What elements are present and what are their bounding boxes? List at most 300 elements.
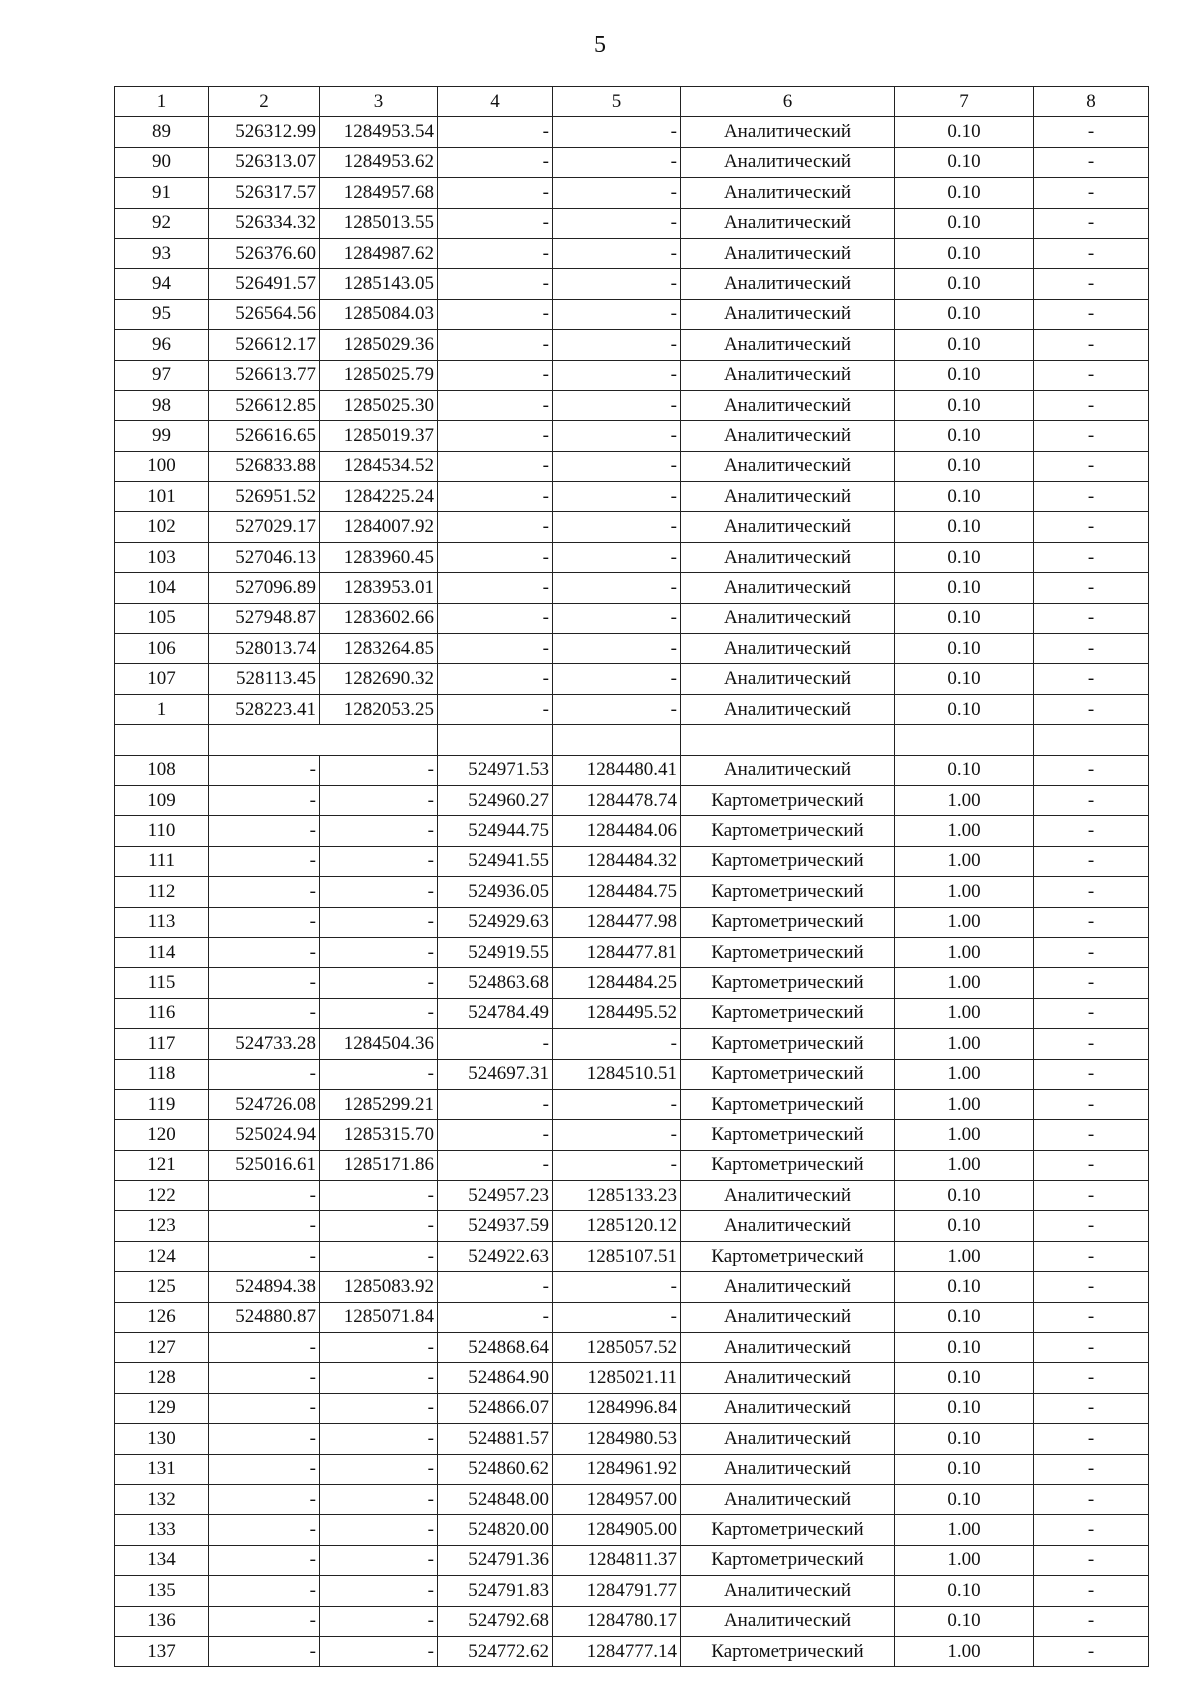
note-cell: - — [1034, 1272, 1149, 1302]
y-new-cell: 1284477.98 — [553, 907, 681, 937]
accuracy-cell: 0.10 — [895, 1484, 1034, 1514]
method-cell: Аналитический — [681, 573, 895, 603]
note-cell: - — [1034, 451, 1149, 481]
x-new-cell: - — [438, 512, 553, 542]
y-coordinate-cell: 1283264.85 — [320, 634, 438, 664]
point-number-cell: 135 — [115, 1576, 209, 1606]
method-cell: Аналитический — [681, 1484, 895, 1514]
y-new-cell: - — [553, 208, 681, 238]
x-new-cell: - — [438, 117, 553, 147]
empty-cell — [553, 725, 681, 755]
y-new-cell: 1284477.81 — [553, 937, 681, 967]
point-number-cell: 109 — [115, 785, 209, 815]
note-cell: - — [1034, 299, 1149, 329]
method-cell: Аналитический — [681, 1454, 895, 1484]
x-coordinate-cell: 527096.89 — [209, 573, 320, 603]
x-new-cell: 524919.55 — [438, 937, 553, 967]
x-coordinate-cell: 526313.07 — [209, 147, 320, 177]
method-cell: Аналитический — [681, 634, 895, 664]
method-cell: Аналитический — [681, 694, 895, 724]
table-row — [115, 755, 1149, 785]
table-row — [115, 634, 1149, 664]
accuracy-cell: 0.10 — [895, 208, 1034, 238]
x-new-cell: 524936.05 — [438, 877, 553, 907]
x-coordinate-cell: 526334.32 — [209, 208, 320, 238]
y-coordinate-cell: 1285013.55 — [320, 208, 438, 238]
accuracy-cell: 0.10 — [895, 634, 1034, 664]
note-cell: - — [1034, 421, 1149, 451]
table-row — [115, 603, 1149, 633]
table-row — [115, 664, 1149, 694]
table-row — [115, 785, 1149, 815]
y-new-cell: 1284811.37 — [553, 1545, 681, 1575]
empty-cell — [681, 725, 895, 755]
x-coordinate-cell: 527046.13 — [209, 542, 320, 572]
table-row — [115, 1181, 1149, 1211]
x-new-cell: - — [438, 482, 553, 512]
point-number-cell: 96 — [115, 330, 209, 360]
point-number-cell: 123 — [115, 1211, 209, 1241]
x-coordinate-cell: - — [209, 785, 320, 815]
y-new-cell: 1284480.41 — [553, 755, 681, 785]
x-new-cell: 524941.55 — [438, 846, 553, 876]
x-new-cell: 524792.68 — [438, 1606, 553, 1636]
y-new-cell: - — [553, 664, 681, 694]
note-cell: - — [1034, 877, 1149, 907]
y-coordinate-cell: - — [320, 755, 438, 785]
x-coordinate-cell: 526491.57 — [209, 269, 320, 299]
accuracy-cell: 1.00 — [895, 1089, 1034, 1119]
method-cell: Картометрический — [681, 1089, 895, 1119]
note-cell: - — [1034, 1636, 1149, 1666]
table-row — [115, 299, 1149, 329]
method-cell: Аналитический — [681, 603, 895, 633]
accuracy-cell: 1.00 — [895, 1120, 1034, 1150]
x-coordinate-cell: - — [209, 1059, 320, 1089]
accuracy-cell: 1.00 — [895, 1515, 1034, 1545]
y-coordinate-cell: - — [320, 1636, 438, 1666]
point-number-cell: 124 — [115, 1241, 209, 1271]
y-new-cell: - — [553, 117, 681, 147]
x-coordinate-cell: 526376.60 — [209, 238, 320, 268]
table-row — [115, 512, 1149, 542]
note-cell: - — [1034, 1059, 1149, 1089]
accuracy-cell: 0.10 — [895, 390, 1034, 420]
method-cell: Аналитический — [681, 512, 895, 542]
y-new-cell: 1284484.32 — [553, 846, 681, 876]
accuracy-cell: 0.10 — [895, 1363, 1034, 1393]
y-new-cell: 1284484.25 — [553, 968, 681, 998]
accuracy-cell: 0.10 — [895, 421, 1034, 451]
x-coordinate-cell: 524880.87 — [209, 1302, 320, 1332]
note-cell: - — [1034, 1211, 1149, 1241]
x-coordinate-cell: - — [209, 1241, 320, 1271]
x-coordinate-cell: 526833.88 — [209, 451, 320, 481]
y-coordinate-cell: 1284534.52 — [320, 451, 438, 481]
x-coordinate-cell: - — [209, 998, 320, 1028]
y-coordinate-cell: 1284987.62 — [320, 238, 438, 268]
x-new-cell: 524944.75 — [438, 816, 553, 846]
point-number-cell: 128 — [115, 1363, 209, 1393]
method-cell: Аналитический — [681, 1363, 895, 1393]
note-cell: - — [1034, 360, 1149, 390]
point-number-cell: 107 — [115, 664, 209, 694]
accuracy-cell: 0.10 — [895, 1576, 1034, 1606]
accuracy-cell: 0.10 — [895, 117, 1034, 147]
y-new-cell: - — [553, 178, 681, 208]
table-row — [115, 1120, 1149, 1150]
page-number: 5 — [594, 32, 606, 58]
accuracy-cell: 0.10 — [895, 360, 1034, 390]
accuracy-cell: 0.10 — [895, 1302, 1034, 1332]
accuracy-cell: 1.00 — [895, 1545, 1034, 1575]
empty-cell — [895, 725, 1034, 755]
table-row — [115, 330, 1149, 360]
y-coordinate-cell: - — [320, 1363, 438, 1393]
x-coordinate-cell: - — [209, 1515, 320, 1545]
table-row — [115, 968, 1149, 998]
x-coordinate-cell: - — [209, 907, 320, 937]
y-new-cell: 1284495.52 — [553, 998, 681, 1028]
y-coordinate-cell: 1284007.92 — [320, 512, 438, 542]
note-cell: - — [1034, 330, 1149, 360]
empty-cell — [438, 725, 553, 755]
note-cell: - — [1034, 1454, 1149, 1484]
point-number-cell: 90 — [115, 147, 209, 177]
note-cell: - — [1034, 937, 1149, 967]
accuracy-cell: 1.00 — [895, 1150, 1034, 1180]
x-coordinate-cell: 528013.74 — [209, 634, 320, 664]
empty-cell — [209, 725, 438, 755]
empty-cell — [115, 725, 209, 755]
point-number-cell: 132 — [115, 1484, 209, 1514]
point-number-cell: 98 — [115, 390, 209, 420]
y-coordinate-cell: - — [320, 1211, 438, 1241]
method-cell: Аналитический — [681, 1272, 895, 1302]
table-row — [115, 482, 1149, 512]
method-cell: Аналитический — [681, 1181, 895, 1211]
y-new-cell: - — [553, 1029, 681, 1059]
accuracy-cell: 0.10 — [895, 1606, 1034, 1636]
x-coordinate-cell: 524733.28 — [209, 1029, 320, 1059]
table-row — [115, 1576, 1149, 1606]
point-number-cell: 100 — [115, 451, 209, 481]
method-cell: Аналитический — [681, 390, 895, 420]
y-new-cell: - — [553, 512, 681, 542]
accuracy-cell: 1.00 — [895, 998, 1034, 1028]
table-row — [115, 694, 1149, 724]
y-new-cell: - — [553, 1302, 681, 1332]
note-cell: - — [1034, 1089, 1149, 1119]
y-new-cell: 1284484.06 — [553, 816, 681, 846]
method-cell: Аналитический — [681, 117, 895, 147]
note-cell: - — [1034, 1515, 1149, 1545]
y-coordinate-cell: - — [320, 1454, 438, 1484]
x-new-cell: - — [438, 1120, 553, 1150]
x-new-cell: - — [438, 178, 553, 208]
note-cell: - — [1034, 1241, 1149, 1271]
y-coordinate-cell: 1283953.01 — [320, 573, 438, 603]
x-new-cell: 524848.00 — [438, 1484, 553, 1514]
x-new-cell: 524772.62 — [438, 1636, 553, 1666]
table-row — [115, 390, 1149, 420]
method-cell: Картометрический — [681, 1029, 895, 1059]
y-new-cell: - — [553, 299, 681, 329]
method-cell: Аналитический — [681, 1576, 895, 1606]
x-coordinate-cell: 528113.45 — [209, 664, 320, 694]
point-number-cell: 106 — [115, 634, 209, 664]
x-coordinate-cell: 525016.61 — [209, 1150, 320, 1180]
note-cell: - — [1034, 1424, 1149, 1454]
y-new-cell: - — [553, 603, 681, 633]
point-number-cell: 133 — [115, 1515, 209, 1545]
x-new-cell: - — [438, 147, 553, 177]
empty-cell — [1034, 725, 1149, 755]
y-coordinate-cell: 1285071.84 — [320, 1302, 438, 1332]
y-new-cell: - — [553, 1120, 681, 1150]
method-cell: Аналитический — [681, 542, 895, 572]
table-row — [115, 1333, 1149, 1363]
point-number-cell: 113 — [115, 907, 209, 937]
point-number-cell: 97 — [115, 360, 209, 390]
point-number-cell: 125 — [115, 1272, 209, 1302]
note-cell: - — [1034, 907, 1149, 937]
y-coordinate-cell: 1285029.36 — [320, 330, 438, 360]
y-new-cell: - — [553, 421, 681, 451]
column-header: 1 — [115, 87, 209, 117]
table-row — [115, 816, 1149, 846]
y-new-cell: 1284791.77 — [553, 1576, 681, 1606]
point-number-cell: 102 — [115, 512, 209, 542]
accuracy-cell: 1.00 — [895, 1029, 1034, 1059]
x-new-cell: 524866.07 — [438, 1393, 553, 1423]
x-new-cell: - — [438, 1029, 553, 1059]
point-number-cell: 91 — [115, 178, 209, 208]
point-number-cell: 112 — [115, 877, 209, 907]
x-new-cell: 524784.49 — [438, 998, 553, 1028]
accuracy-cell: 0.10 — [895, 755, 1034, 785]
x-coordinate-cell: - — [209, 1211, 320, 1241]
x-new-cell: 524697.31 — [438, 1059, 553, 1089]
point-number-cell: 122 — [115, 1181, 209, 1211]
point-number-cell: 117 — [115, 1029, 209, 1059]
method-cell: Картометрический — [681, 816, 895, 846]
y-coordinate-cell: 1283602.66 — [320, 603, 438, 633]
method-cell: Картометрический — [681, 907, 895, 937]
x-new-cell: - — [438, 208, 553, 238]
method-cell: Аналитический — [681, 208, 895, 238]
note-cell: - — [1034, 390, 1149, 420]
x-new-cell: - — [438, 451, 553, 481]
table-row — [115, 1272, 1149, 1302]
point-number-cell: 94 — [115, 269, 209, 299]
method-cell: Аналитический — [681, 178, 895, 208]
x-coordinate-cell: - — [209, 1636, 320, 1666]
note-cell: - — [1034, 1302, 1149, 1332]
point-number-cell: 121 — [115, 1150, 209, 1180]
y-new-cell: 1284905.00 — [553, 1515, 681, 1545]
y-coordinate-cell: 1285025.30 — [320, 390, 438, 420]
x-new-cell: 524791.36 — [438, 1545, 553, 1575]
y-coordinate-cell: 1285019.37 — [320, 421, 438, 451]
column-header: 3 — [320, 87, 438, 117]
method-cell: Картометрический — [681, 1150, 895, 1180]
x-coordinate-cell: - — [209, 846, 320, 876]
y-coordinate-cell: 1285143.05 — [320, 269, 438, 299]
x-coordinate-cell: 526612.85 — [209, 390, 320, 420]
note-cell: - — [1034, 1576, 1149, 1606]
accuracy-cell: 1.00 — [895, 1241, 1034, 1271]
accuracy-cell: 0.10 — [895, 694, 1034, 724]
y-new-cell: - — [553, 147, 681, 177]
table-row — [115, 937, 1149, 967]
point-number-cell: 115 — [115, 968, 209, 998]
point-number-cell: 89 — [115, 117, 209, 147]
method-cell: Аналитический — [681, 299, 895, 329]
table-row — [115, 907, 1149, 937]
y-coordinate-cell: - — [320, 937, 438, 967]
y-new-cell: 1285107.51 — [553, 1241, 681, 1271]
column-header: 8 — [1034, 87, 1149, 117]
x-coordinate-cell: 526612.17 — [209, 330, 320, 360]
point-number-cell: 1 — [115, 694, 209, 724]
accuracy-cell: 1.00 — [895, 877, 1034, 907]
y-new-cell: 1284961.92 — [553, 1454, 681, 1484]
accuracy-cell: 0.10 — [895, 1393, 1034, 1423]
y-coordinate-cell: - — [320, 1576, 438, 1606]
x-coordinate-cell: - — [209, 1545, 320, 1575]
method-cell: Аналитический — [681, 451, 895, 481]
column-header: 7 — [895, 87, 1034, 117]
y-new-cell: 1284478.74 — [553, 785, 681, 815]
x-new-cell: - — [438, 664, 553, 694]
y-coordinate-cell: - — [320, 1515, 438, 1545]
note-cell: - — [1034, 603, 1149, 633]
point-number-cell: 131 — [115, 1454, 209, 1484]
x-coordinate-cell: 525024.94 — [209, 1120, 320, 1150]
note-cell: - — [1034, 482, 1149, 512]
table-row — [115, 1393, 1149, 1423]
x-coordinate-cell: 526564.56 — [209, 299, 320, 329]
point-number-cell: 99 — [115, 421, 209, 451]
method-cell: Картометрический — [681, 1241, 895, 1271]
point-number-cell: 110 — [115, 816, 209, 846]
x-coordinate-cell: - — [209, 1484, 320, 1514]
x-new-cell: 524881.57 — [438, 1424, 553, 1454]
note-cell: - — [1034, 1029, 1149, 1059]
method-cell: Аналитический — [681, 1606, 895, 1636]
method-cell: Картометрический — [681, 785, 895, 815]
x-new-cell: 524957.23 — [438, 1181, 553, 1211]
method-cell: Аналитический — [681, 1302, 895, 1332]
table-row — [115, 360, 1149, 390]
note-cell: - — [1034, 512, 1149, 542]
point-number-cell: 127 — [115, 1333, 209, 1363]
column-header: 6 — [681, 87, 895, 117]
y-coordinate-cell: 1284953.54 — [320, 117, 438, 147]
accuracy-cell: 0.10 — [895, 1211, 1034, 1241]
y-coordinate-cell: 1285025.79 — [320, 360, 438, 390]
table-row — [115, 1211, 1149, 1241]
method-cell: Аналитический — [681, 755, 895, 785]
y-coordinate-cell: - — [320, 785, 438, 815]
x-coordinate-cell: 528223.41 — [209, 694, 320, 724]
table-row — [115, 451, 1149, 481]
point-number-cell: 114 — [115, 937, 209, 967]
method-cell: Аналитический — [681, 238, 895, 268]
y-coordinate-cell: - — [320, 877, 438, 907]
note-cell: - — [1034, 117, 1149, 147]
point-number-cell: 92 — [115, 208, 209, 238]
point-number-cell: 103 — [115, 542, 209, 572]
y-new-cell: - — [553, 238, 681, 268]
y-coordinate-cell: - — [320, 998, 438, 1028]
point-number-cell: 93 — [115, 238, 209, 268]
coordinates-table — [114, 86, 1149, 1667]
method-cell: Картометрический — [681, 1545, 895, 1575]
method-cell: Аналитический — [681, 482, 895, 512]
method-cell: Аналитический — [681, 269, 895, 299]
x-new-cell: 524937.59 — [438, 1211, 553, 1241]
table-row — [115, 238, 1149, 268]
y-new-cell: - — [553, 451, 681, 481]
accuracy-cell: 1.00 — [895, 907, 1034, 937]
point-number-cell: 120 — [115, 1120, 209, 1150]
note-cell: - — [1034, 542, 1149, 572]
x-new-cell: - — [438, 421, 553, 451]
x-new-cell: - — [438, 573, 553, 603]
x-new-cell: 524863.68 — [438, 968, 553, 998]
table-row — [115, 1302, 1149, 1332]
y-new-cell: - — [553, 634, 681, 664]
y-new-cell: - — [553, 330, 681, 360]
method-cell: Аналитический — [681, 1333, 895, 1363]
x-new-cell: - — [438, 269, 553, 299]
table-row — [115, 1059, 1149, 1089]
y-coordinate-cell: 1282053.25 — [320, 694, 438, 724]
x-new-cell: 524860.62 — [438, 1454, 553, 1484]
y-coordinate-cell: 1285299.21 — [320, 1089, 438, 1119]
y-coordinate-cell: - — [320, 846, 438, 876]
y-coordinate-cell: - — [320, 907, 438, 937]
y-new-cell: - — [553, 482, 681, 512]
method-cell: Аналитический — [681, 330, 895, 360]
note-cell: - — [1034, 1484, 1149, 1514]
accuracy-cell: 0.10 — [895, 1333, 1034, 1363]
x-new-cell: - — [438, 299, 553, 329]
x-coordinate-cell: - — [209, 1454, 320, 1484]
method-cell: Картометрический — [681, 1636, 895, 1666]
x-new-cell: - — [438, 360, 553, 390]
accuracy-cell: 1.00 — [895, 785, 1034, 815]
y-coordinate-cell: 1282690.32 — [320, 664, 438, 694]
y-new-cell: 1285120.12 — [553, 1211, 681, 1241]
table-row — [115, 147, 1149, 177]
table-row — [115, 1089, 1149, 1119]
x-coordinate-cell: - — [209, 1424, 320, 1454]
y-coordinate-cell: 1285171.86 — [320, 1150, 438, 1180]
y-coordinate-cell: - — [320, 1059, 438, 1089]
y-new-cell: 1285133.23 — [553, 1181, 681, 1211]
table-row — [115, 1241, 1149, 1271]
x-coordinate-cell: - — [209, 1181, 320, 1211]
accuracy-cell: 0.10 — [895, 238, 1034, 268]
y-coordinate-cell: - — [320, 1484, 438, 1514]
point-number-cell: 136 — [115, 1606, 209, 1636]
method-cell: Картометрический — [681, 968, 895, 998]
accuracy-cell: 0.10 — [895, 1424, 1034, 1454]
y-coordinate-cell: - — [320, 1606, 438, 1636]
